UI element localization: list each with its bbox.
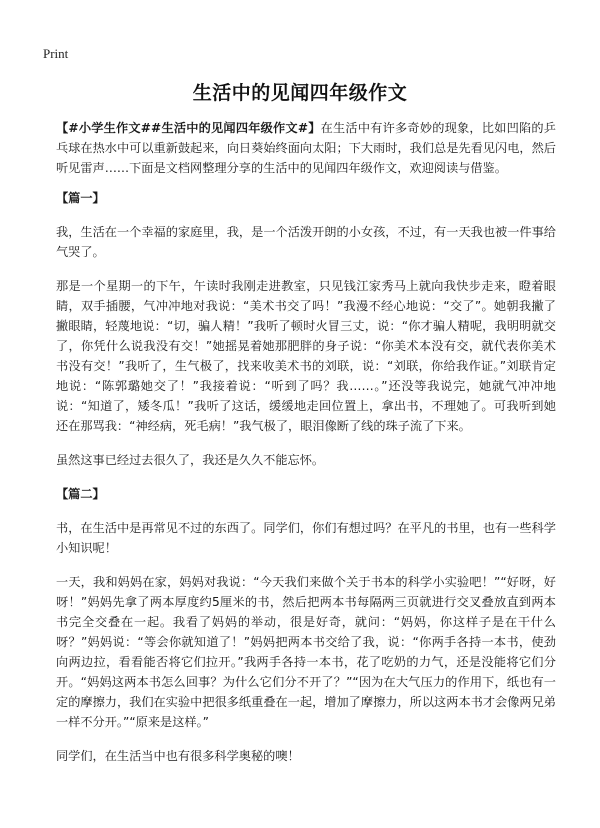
section-heading-2: 【篇二】: [56, 487, 105, 501]
section-heading-1: 【篇一】: [56, 191, 105, 205]
paragraph: 虽然这事已经过去很久了，我还是久久不能忘怀。: [56, 453, 325, 467]
intro-tag: 【#小学生作文##生活中的见闻四年级作文#】: [56, 121, 321, 135]
print-link[interactable]: Print: [43, 46, 69, 61]
page-title: 生活中的见闻四年级作文: [192, 82, 408, 104]
article-body: [56, 118, 556, 780]
intro-text: 在生活中有许多奇妙的现象，比如凹陷的乒乓球在热水中可以重新鼓起来，向日葵始终面向太阳；下大雨时，我们总是先看见闪电，然后听见雷声……下面是文档网整理分享的生活中的见闻四年级作文，欢迎阅读与借鉴。: [56, 121, 556, 175]
paragraph: 那是一个星期一的下午，午读时我刚走进教室，只见钱江家秀马上就向我快步走来，瞪着眼睛，双手插腰，气冲冲地对我说：“美术书交了吗！”我漫不经心地说：“交了”。她朝我撇了撇眼睛，轻蔑地说：“切，骗人精！”我听了顿时火冒三丈，说：“你才骗人精呢，我明明就交了，你凭什么说我没有交！”她摇晃着她那肥胖的身子说：“你美术本没有交，就代表你美术书没有交！”我听了，生气极了，找来收美术书的刘联，说：“刘联，你给我作证。”刘联肯定地说：“陈郭璐她交了！”我接着说：“听到了吗？我……。”还没等我说完，她就气冲冲地说：“知道了，矮冬瓜！”我听了这话，缓缓地走回位置上，拿出书，不理她了。可我听到她还在那骂我：“神经病，死毛病！”我气极了，眼泪像断了线的珠子流了下来。: [56, 279, 556, 433]
paragraph: 同学们，在生活当中也有很多科学奥秘的噢！: [56, 749, 300, 763]
paragraph: 书，在生活中是再常见不过的东西了。同学们，你们有想过吗？在平凡的书里，也有一些科学小知识呢！: [56, 521, 556, 555]
intro-paragraph: [56, 118, 556, 178]
paragraph: 一天，我和妈妈在家，妈妈对我说：“今天我们来做个关于书本的科学小实验吧！”“好呀，好呀！”妈妈先拿了两本厚度约5厘米的书，然后把两本书每隔两三页就进行交叉叠放直到两本书完全交叠在一起。我看了妈妈的举动，很是好奇，就问：“妈妈，你这样子是在干什么呀？”妈妈说：“等会你就知道了！”妈妈把两本书交给了我，说：“你两手各持一本书，使劲向两边拉，看看能否将它们拉开。”我两手各持一本书，花了吃奶的力气，还是没能将它们分开。“妈妈这两本书怎么回事？为什么它们分不开了？”“因为在大气压力的作用下，纸也有一定的摩擦力，我们在实验中把很多纸重叠在一起，增加了摩擦力，所以这两本书才会像两兄弟一样不分开。”“原来是这样。”: [56, 575, 556, 729]
paragraph: 我，生活在一个幸福的家庭里，我，是一个活泼开朗的小女孩，不过，有一天我也被一件事给气哭了。: [56, 225, 556, 259]
